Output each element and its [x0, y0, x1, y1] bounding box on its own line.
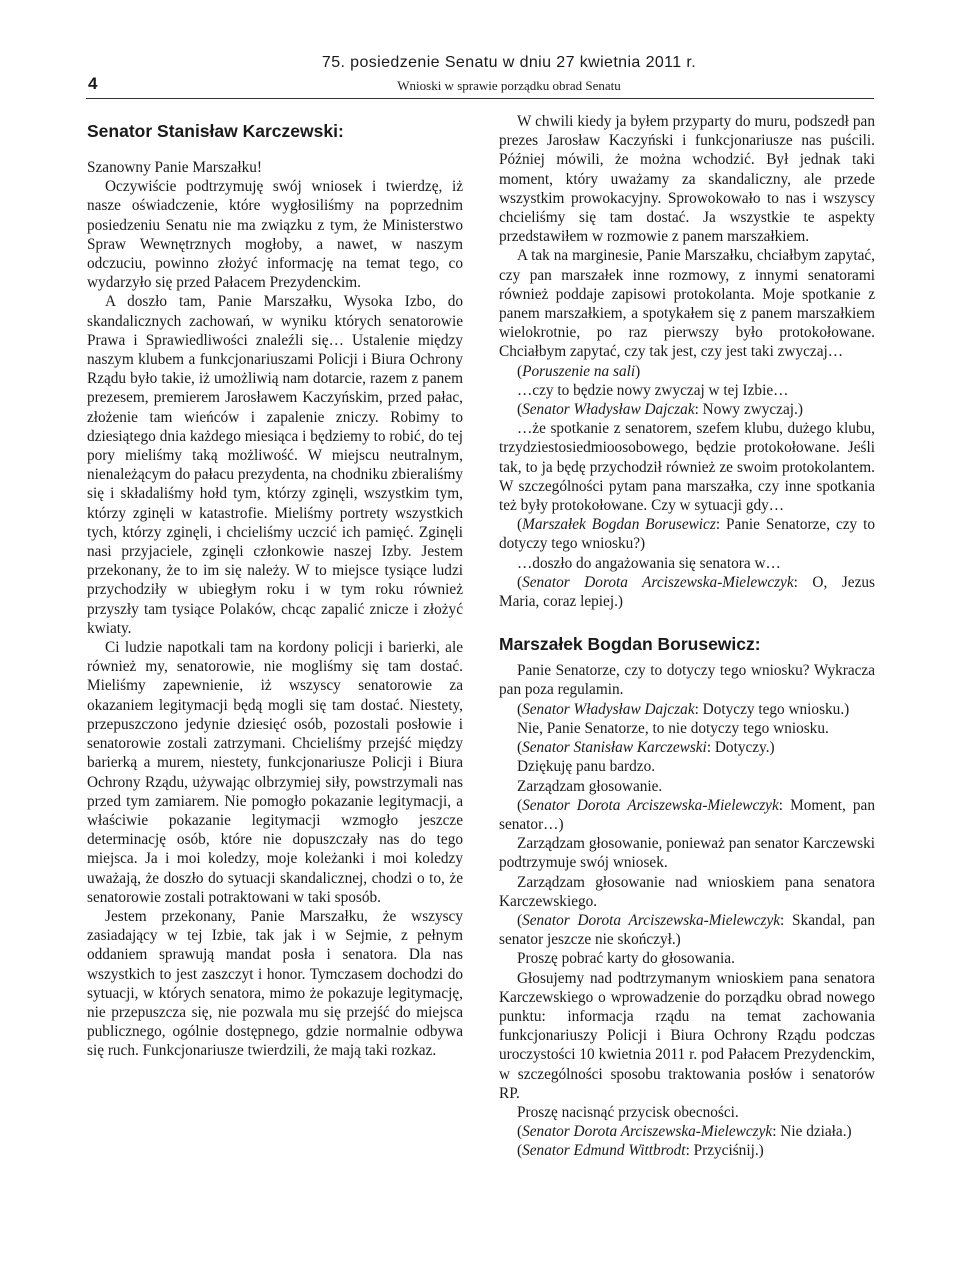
interjection-text: : Nie działa.) — [772, 1123, 852, 1141]
interjection-speaker: Senator Władysław Dajczak — [522, 700, 695, 718]
interjection-speaker: Senator Edmund Wittbrodt — [522, 1142, 686, 1160]
paragraph: Proszę pobrać karty do głosowania. — [517, 950, 735, 968]
interjection-speaker: Senator Dorota Arciszewska-Mielewczyk — [522, 796, 779, 814]
interjection: (Marszałek Bogdan Borusewicz: Panie Senatorze, czy to dotyczy tego wniosku?) — [499, 516, 875, 553]
paragraph: Zarządzam głosowanie, ponieważ pan senator Karczewski podtrzymuje swój wniosek. — [499, 835, 875, 872]
speaker-heading: Marszałek Bogdan Borusewicz: — [499, 634, 761, 655]
paragraph: W chwili kiedy ja byłem przyparty do muru, podszedł pan prezes Jarosław Kaczyński i funkcjonariusze nas puścili. Później mówili, że można wchodzić. Był jednak taki moment, który uważamy za skandaliczny, ale przede wszystkim prowokacyjny. Sprowokowało to nas i wszyscy chcieliśmy się tam dostać. Ja wszystkie te aspekty przedstawiłem w rozmowie z panem marszałkiem. — [499, 113, 875, 246]
right-column — [499, 112, 875, 1161]
stage-direction-text: Poruszenie na sali — [522, 362, 636, 380]
interjection: (Senator Władysław Dajczak: Nowy zwyczaj.) — [517, 401, 803, 419]
paragraph: Zarządzam głosowanie. — [517, 777, 663, 795]
interjection: (Senator Dorota Arciszewska-Mielewczyk: O, Jezus Maria, coraz lepiej.) — [499, 573, 875, 611]
header-rule — [86, 98, 874, 99]
interjection-speaker: Senator Dorota Arciszewska-Mielewczyk — [522, 911, 781, 929]
interjection: (Senator Dorota Arciszewska-Mielewczyk: Moment, pan senator…) — [499, 796, 875, 833]
interjection-text: : Dotyczy.) — [706, 739, 775, 757]
interjection-text: : Moment, pan senator…) — [499, 796, 875, 833]
stage-direction: (Poruszenie na sali) — [517, 362, 641, 380]
interjection-text: : Przyciśnij.) — [685, 1142, 764, 1160]
interjection-text: : Nowy zwyczaj.) — [694, 401, 803, 419]
interjection-text: : O, Jezus Maria, coraz lepiej.) — [499, 573, 875, 611]
paragraph: Dziękuję panu bardzo. — [517, 758, 656, 776]
interjection-text: : Dotyczy tego wniosku.) — [694, 700, 850, 718]
paragraph: …czy to będzie nowy zwyczaj w tej Izbie… — [517, 381, 789, 399]
interjection-speaker: Senator Dorota Arciszewska-Mielewczyk — [522, 1123, 773, 1141]
page-header-title: 75. posiedzenie Senatu w dniu 27 kwietnia 2011 r. — [321, 54, 697, 71]
paragraph: …doszło do angażowania się senatora w… — [517, 554, 781, 572]
paragraph: A doszło tam, Panie Marszałku, Wysoka Izbo, do skandalicznych zachowań, w wyniku których senatorowie Prawa i Sprawiedliwości znaleźli się… Ustalenie między naszym klubem a funkcjonariuszami Policji i Biura Ochrony Rządu było takie, iż umożliwią nam dotarcie, razem z panem prezesem, premierem Jarosławem Kaczyńskim, przed pałac, złożenie tam wieńców i zapalenie zniczy. Robimy to dziesiątego dnia każdego miesiąca i będziemy to robić, do tej pory mieliśmy taką możliwość. W miejscu neutralnym, nienależącym do pałacu prezydenta, na chodniku zbieraliśmy się i składaliśmy hołd tym, którzy zginęli, wszystkim tym, którzy zginęli w katastrofie. Mieliśmy portrety wszystkich tych, którzy zginęli, i chcieliśmy uczcić ich pamięć. Zginęli nasi przyjaciele, zginęli członkowie naszej Izby. Jestem przekonany, że to im się należy. W to miejsce tysiące ludzi przychodziły w ubiegłym roku i w tym roku również przyszły tam tysiące Polaków, chcąc zapalić znicze i złożyć kwiaty. — [87, 293, 463, 637]
paragraph: Panie Senatorze, czy to dotyczy tego wniosku? Wykracza pan poza regulamin. — [499, 662, 875, 699]
interjection-text: : Skandal, pan senator jeszcze nie skończył.) — [499, 911, 875, 949]
left-column — [87, 112, 463, 1061]
paragraph: A tak na marginesie, Panie Marszałku, chciałbym zapytać, czy pan marszałek inne rozmowy, z innymi senatorami również poddaje zapisowi protokolanta. Moje spotkanie z panem marszałkiem, a spotykałem się z panem marszałkiem wielokrotnie, po raz pierwszy było protokołowane. Chciałbym zapytać, czy tak jest, czy jest taki zwyczaj… — [499, 247, 875, 361]
greeting: Szanowny Panie Marszałku! — [87, 159, 263, 176]
paragraph: …że spotkanie z senatorem, szefem klubu, dużego klubu, trzydziestosiedmioosobowego, będzie protokołowane. Jeśli tak, to ja będę przychodził również ze swoim protokolantem. W szczególności pytam pana marszałka, czy inne spotkania też były protokołowane. Czy w sytuacji gdy… — [499, 420, 875, 515]
interjection-speaker: Marszałek Bogdan Borusewicz — [522, 516, 716, 534]
page-number: 4 — [88, 74, 98, 93]
interjection: (Senator Władysław Dajczak: Dotyczy tego wniosku.) — [517, 700, 850, 718]
speaker-heading: Senator Stanisław Karczewski: — [87, 121, 344, 141]
interjection-text: : Panie Senatorze, czy to dotyczy tego wniosku?) — [499, 516, 875, 553]
interjection: (Senator Dorota Arciszewska-Mielewczyk: Nie działa.) — [517, 1123, 852, 1141]
interjection: (Senator Dorota Arciszewska-Mielewczyk: Skandal, pan senator jeszcze nie skończył.) — [499, 911, 875, 949]
paragraph: Ci ludzie napotkali tam na kordony policji i barierki, ale również my, senatorowie, nie mogliśmy się tam dostać. Mieliśmy zapewnienie, iż wszyscy senatorowie za okazaniem legitymacji będą mogli się tam dostać. Niestety, przepuszczono jedynie dziesięć osób, pozostali posłowie i senatorowie zostali zatrzymani. Chcieliśmy przejść między barierką a murem, niestety, funkcjonariusze Policji i Biura Ochrony Rządu, używając olbrzymiej siły, powstrzymali nas przed tym zamiarem. Nie pomogło pokazanie legitymacji, a właściwie pokazanie legitymacji wzmogło jeszcze determinację osób, które nie dopuszczały nas do tego miejsca. Ja i moi koledzy, moje koleżanki i moi koledzy uważają, że doszło do sytuacji skandalicznej, chodzi o to, że senatorowie zostali potraktowani w taki sposób. — [87, 639, 463, 906]
paragraph: Nie, Panie Senatorze, to nie dotyczy tego wniosku. — [517, 719, 829, 737]
interjection: (Senator Stanisław Karczewski: Dotyczy.) — [517, 739, 775, 757]
interjection-speaker: Senator Stanisław Karczewski — [522, 739, 707, 757]
paragraph: Głosujemy nad podtrzymanym wnioskiem pana senatora Karczewskiego o wprowadzenie do porządku obrad nowego punktu: informacja rządu na temat zachowania funkcjonariuszy Policji i Biura Ochrony Rządu podczas uroczystości 10 kwietnia 2011 r. pod Pałacem Prezydenckim, w szczególności sposobu traktowania posłów i senatorów RP. — [499, 969, 875, 1102]
interjection: (Senator Edmund Wittbrodt: Przyciśnij.) — [517, 1142, 764, 1160]
paragraph: Proszę nacisnąć przycisk obecności. — [517, 1103, 739, 1121]
page-header-subtitle: Wnioski w sprawie porządku obrad Senatu — [397, 78, 621, 93]
interjection-speaker: Senator Władysław Dajczak — [522, 401, 695, 419]
paragraph: Jestem przekonany, Panie Marszałku, że wszyscy zasiadający w tej Izbie, tak jak i w Sejmie, z pełnym oddaniem sprawują mandat posła i senatora. Dla nas wszystkich to jest zaszczyt i honor. Tymczasem dochodzi do sytuacji, w których senatora, mimo że pokazuje legitymację, nie przepuszcza się, nie pozwala mu się przejść do miejsca publicznego, ogólnie dostępnego, gdzie normalnie odbywa się ruch. Funkcjonariusze twierdzili, że mają taki rozkaz. — [87, 907, 463, 1060]
paragraph: Oczywiście podtrzymuję swój wniosek i twierdzę, iż nasze oświadczenie, które wygłosiliśmy na poprzednim posiedzeniu Senatu nie ma związku z tym, że Ministerstwo Spraw Wewnętrznych mogłoby, a nawet, w naszym odczuciu, powinno złożyć informację na temat tego, co wydarzyło się przed Pałacem Prezydenckim. — [87, 178, 463, 292]
interjection-speaker: Senator Dorota Arciszewska-Mielewczyk — [522, 573, 794, 591]
paragraph: Zarządzam głosowanie nad wnioskiem pana senatora Karczewskiego. — [499, 873, 875, 910]
